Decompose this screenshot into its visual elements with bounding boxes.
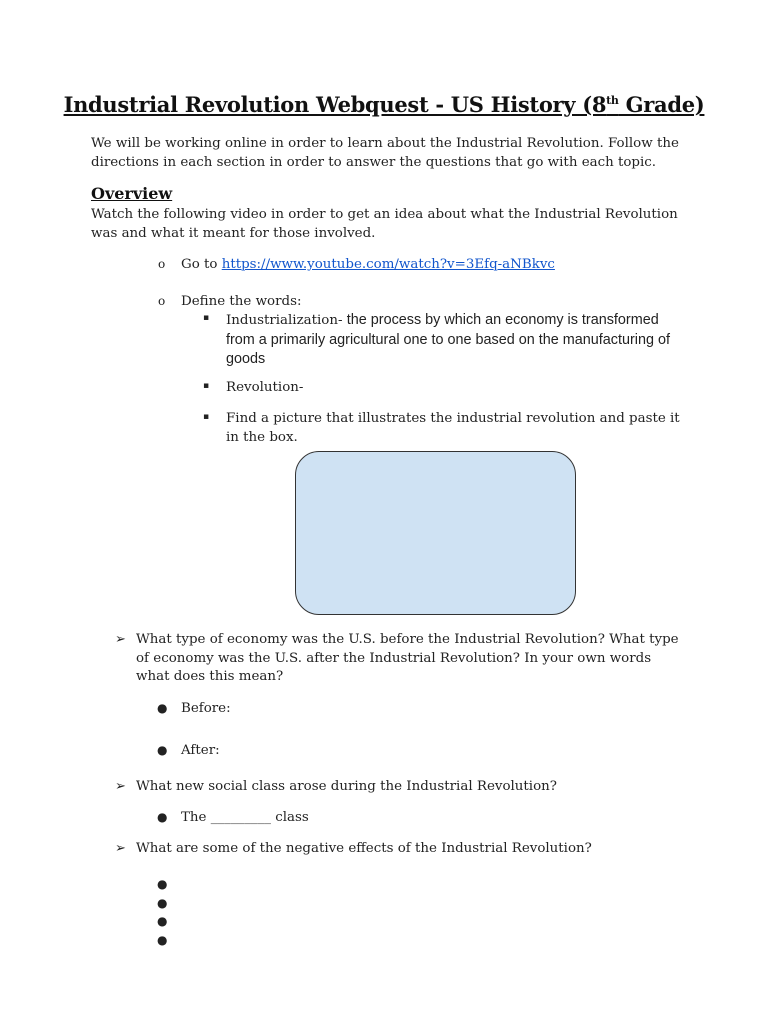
section-heading-overview: Overview [91, 184, 173, 203]
picture-instruction: Find a picture that illustrates the industrial revolution and paste it in the box. [226, 411, 680, 445]
dot-bullet-icon: ● [157, 701, 168, 715]
arrow-bullet-icon: ➢ [115, 841, 126, 856]
overview-paragraph: Watch the following video in order to get an idea about what the Industrial Revolution was and what it meant for those involved. [91, 207, 678, 241]
circle-bullet-icon: o [158, 257, 166, 271]
question-negative-effects: What are some of the negative effects of the Industrial Revolution? [136, 841, 592, 856]
circle-bullet-icon: o [158, 294, 166, 308]
dot-bullet-icon: ● [157, 914, 168, 928]
square-bullet-icon: ▪ [203, 313, 210, 323]
goto-item [181, 256, 555, 275]
youtube-link[interactable]: https://www.youtube.com/watch?v=3Efq-aNBkvc [221, 257, 555, 272]
define-label: Define the words: [181, 294, 302, 309]
question-social-class: What new social class arose during the Industrial Revolution? [136, 779, 557, 794]
dot-bullet-icon: ● [157, 743, 168, 757]
dot-bullet-icon: ● [157, 810, 168, 824]
arrow-bullet-icon: ➢ [115, 779, 126, 794]
intro-paragraph: We will be working online in order to learn about the Industrial Revolution. Follow the directions in each section in order to answer the questions that go with each topic. [91, 136, 679, 170]
answer-after-label: After: [181, 743, 220, 758]
dot-bullet-icon: ● [157, 896, 168, 910]
definition-text: the process by which an economy is transformed from a primarily agricultural one to one based on the manufacturing of goods [226, 312, 670, 367]
picture-paste-box[interactable] [295, 451, 576, 615]
question-economy: What type of economy was the U.S. before the Industrial Revolution? What type of economy was the U.S. after the Industrial Revolution? In your own words what does this mean? [136, 632, 679, 684]
dot-bullet-icon: ● [157, 877, 168, 891]
term-revolution: Revolution- [226, 380, 304, 395]
dot-bullet-icon: ● [157, 933, 168, 947]
square-bullet-icon: ▪ [203, 412, 210, 422]
arrow-bullet-icon: ➢ [115, 632, 126, 647]
answer-before-label: Before: [181, 701, 231, 716]
answer-class-blank: The _________ class [181, 810, 309, 825]
goto-label: Go to [181, 257, 222, 272]
document-title: Industrial Revolution Webquest - US History (8th Grade) [63, 92, 705, 117]
term-industrialization: Industrialization- the process by which an economy is transformed from a primarily agricultural one to one based on the manufacturing of goods [226, 312, 670, 367]
square-bullet-icon: ▪ [203, 381, 210, 391]
